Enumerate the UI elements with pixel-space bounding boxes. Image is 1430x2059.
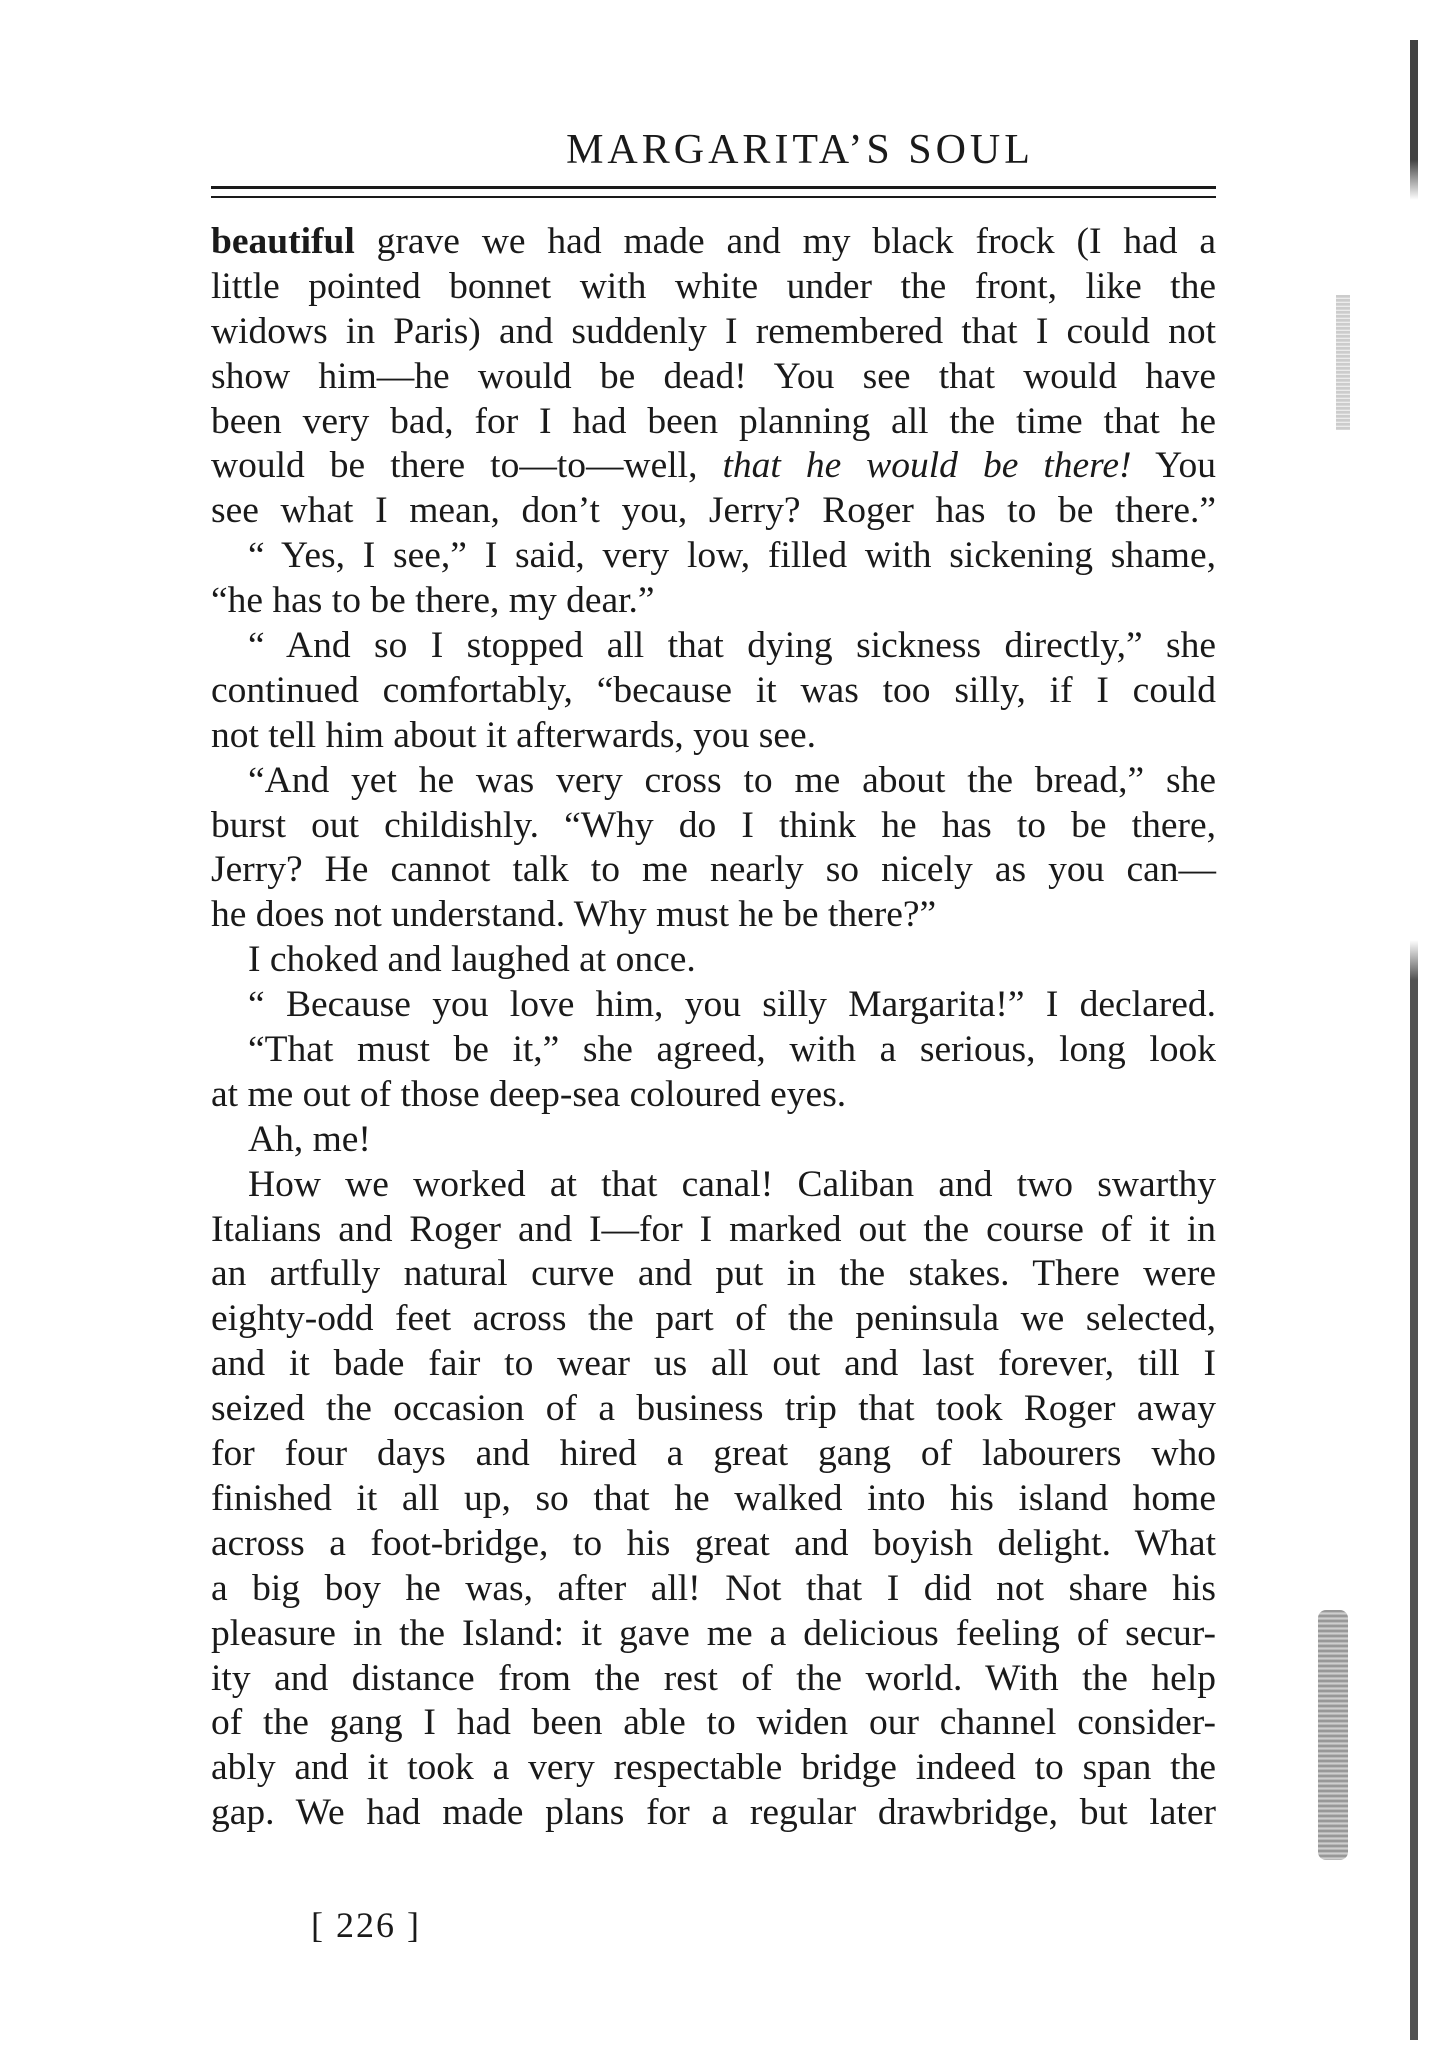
page-body xyxy=(211,220,1216,1836)
text-line: widows in Paris) and suddenly I remembered that I could not xyxy=(211,310,1216,352)
text-line: Italians and Roger and I—for I marked out the course of it in xyxy=(211,1208,1216,1250)
text-line: not tell him about it afterwards, you see. xyxy=(211,714,817,756)
running-head: MARGARITA’S SOUL xyxy=(566,127,1034,173)
text-line: Jerry? He cannot talk to me nearly so nicely as you can— xyxy=(211,849,1216,891)
text-line: finished it all up, so that he walked into his island home xyxy=(211,1477,1216,1519)
text-line: beautiful grave we had made and my black frock (I had a xyxy=(211,221,1216,262)
text-line: a big boy he was, after all! Not that I did not share his xyxy=(211,1567,1216,1609)
text-line: “ Because you love him, you silly Margarita!” I declared. xyxy=(248,984,1216,1026)
scan-smudge xyxy=(1318,1610,1348,1860)
text-line: I choked and laughed at once. xyxy=(248,939,696,981)
text-line: across a foot-bridge, to his great and boyish delight. What xyxy=(211,1522,1216,1564)
page-number: [ 226 ] xyxy=(311,1905,421,1945)
text-line: continued comfortably, “because it was too silly, if I could xyxy=(211,669,1216,711)
scan-edge xyxy=(1410,40,1418,2040)
text-line: seized the occasion of a business trip that took Roger away xyxy=(211,1388,1216,1430)
header-rule-thin xyxy=(211,196,1216,198)
text-line: “he has to be there, my dear.” xyxy=(211,580,655,622)
scan-smudge xyxy=(1336,295,1350,430)
text-line: at me out of those deep-sea coloured eyes. xyxy=(211,1073,847,1115)
text-line: of the gang I had been able to widen our channel consider- xyxy=(211,1702,1216,1744)
text-line: show him—he would be dead! You see that would have xyxy=(211,355,1216,397)
text-line: burst out childishly. “Why do I think he has to be there, xyxy=(211,804,1216,846)
text-line: an artfully natural curve and put in the stakes. There were xyxy=(211,1253,1216,1295)
text-line: “And yet he was very cross to me about the bread,” she xyxy=(248,759,1216,801)
text-line: “That must be it,” she agreed, with a serious, long look xyxy=(248,1029,1216,1071)
text-line: How we worked at that canal! Caliban and two swarthy xyxy=(248,1163,1216,1205)
text-line: see what I mean, don’t you, Jerry? Roger has to be there.” xyxy=(211,490,1216,532)
text-line: would be there to—to—well, that he would be there! You xyxy=(211,445,1216,487)
text-line: been very bad, for I had been planning all the time that he xyxy=(211,400,1216,442)
text-line: “ And so I stopped all that dying sickness directly,” she xyxy=(248,625,1216,667)
text-line: and it bade fair to wear us all out and last forever, till I xyxy=(211,1343,1216,1385)
text-line: he does not understand. Why must he be there?” xyxy=(211,894,937,936)
text-line: gap. We had made plans for a regular drawbridge, but later xyxy=(211,1792,1216,1834)
text-line: eighty-odd feet across the part of the peninsula we selected, xyxy=(211,1298,1216,1340)
header-rule-thick xyxy=(211,186,1216,189)
text-line: “ Yes, I see,” I said, very low, filled with sickening shame, xyxy=(248,535,1216,577)
text-line: ity and distance from the rest of the world. With the help xyxy=(211,1657,1216,1699)
text-line: ably and it took a very respectable bridge indeed to span the xyxy=(211,1747,1216,1789)
text-line: for four days and hired a great gang of labourers who xyxy=(211,1433,1216,1475)
text-line: pleasure in the Island: it gave me a delicious feeling of secur- xyxy=(211,1612,1216,1654)
text-line: Ah, me! xyxy=(248,1118,371,1160)
text-line: little pointed bonnet with white under the front, like the xyxy=(211,265,1216,307)
